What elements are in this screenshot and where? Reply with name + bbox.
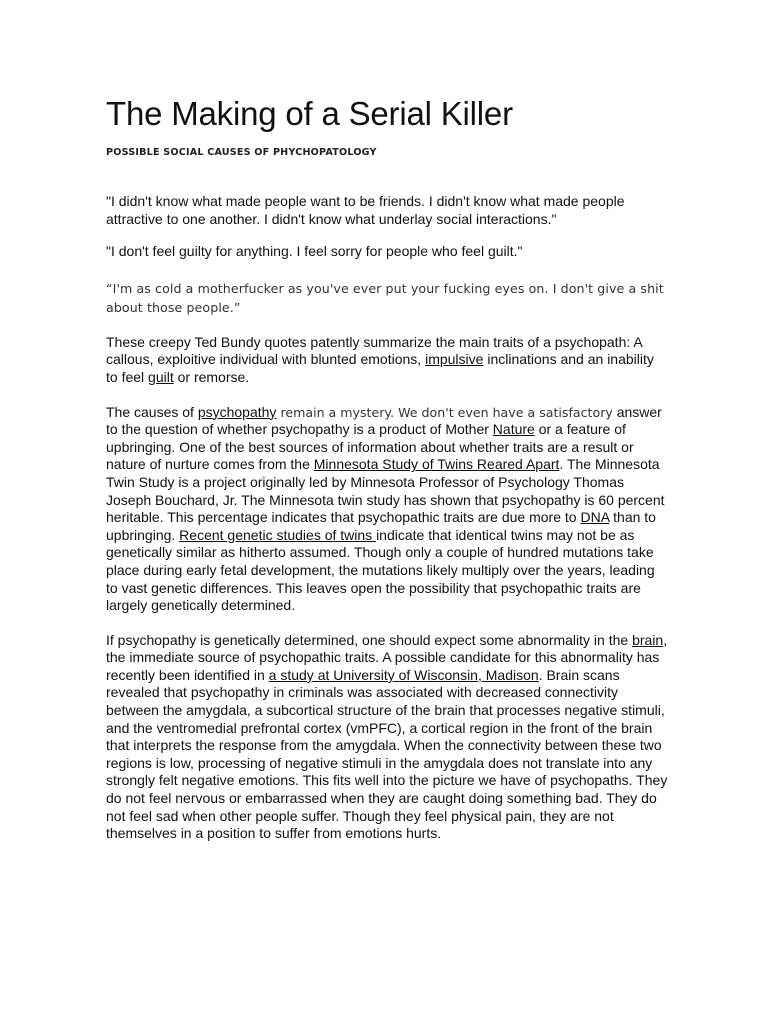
link-minnesota-twin-study[interactable]: Minnesota Study of Twins Reared Apart bbox=[313, 456, 560, 473]
link-genetic-twin-studies[interactable]: Recent genetic studies of twins bbox=[179, 526, 377, 543]
link-wisconsin-study[interactable]: a study at University of Wisconsin, Madison bbox=[268, 666, 539, 683]
link-psychopathy[interactable]: psychopathy bbox=[197, 403, 277, 420]
text-span: than to upbringing. bbox=[106, 509, 656, 543]
link-guilt[interactable]: guilt bbox=[148, 368, 174, 385]
paragraph-causes bbox=[106, 404, 668, 615]
text-span: answer to the question of whether psychopathy is a product of Mother bbox=[106, 403, 662, 438]
text-span: or a feature of upbringing. One of the best sources of information about whether traits are a result or nature of nurture comes from the bbox=[106, 421, 634, 473]
link-impulsive[interactable]: impulsive bbox=[425, 351, 484, 368]
text-span: inclinations and an inability to feel bbox=[106, 351, 654, 385]
text-span: The causes of bbox=[106, 403, 198, 420]
text-span: , the immediate source of psychopathic traits. A possible candidate for this abnormality has recently been identified in bbox=[106, 631, 668, 683]
page-subtitle: POSSIBLE SOCIAL CAUSES OF PHYCHOPATOLOGY bbox=[106, 147, 377, 158]
text-span: . The Minnesota Twin Study is a project originally led by Minnesota Professor of Psychology Thomas Joseph Bouchard, Jr. The Minnesota twin study has shown that psychopathy is 60 percent heritable. This percentage indicates that psychopathic traits are due more to bbox=[106, 456, 665, 526]
paragraph-brain bbox=[106, 632, 668, 843]
quote-friends: "I didn't know what made people want to be friends. I didn't know what made people attractive to one another. I didn't know what underlay social interactions." bbox=[106, 193, 625, 227]
text-span: If psychopathy is genetically determined, one should expect some abnormality in the bbox=[106, 631, 633, 648]
quote-cold: “I'm as cold a motherfucker as you've ever put your fucking eyes on. I don't give a shit about those people.” bbox=[106, 280, 664, 315]
paragraph-bundy-traits bbox=[106, 334, 668, 387]
link-dna[interactable]: DNA bbox=[580, 509, 610, 526]
page-title: The Making of a Serial Killer bbox=[106, 95, 513, 132]
quote-guilt: "I don't feel guilty for anything. I feel sorry for people who feel guilt." bbox=[106, 243, 523, 260]
text-span: or remorse. bbox=[173, 368, 250, 385]
text-span: remain a mystery. We don't even have a satisfactory bbox=[276, 404, 613, 420]
link-nature[interactable]: Nature bbox=[492, 421, 535, 438]
link-brain[interactable]: brain bbox=[632, 631, 664, 648]
text-span: . Brain scans revealed that psychopathy in criminals was associated with decreased connectivity between the amygdala, a subcortical structure of the brain that processes negative stimuli, and the ventromedial prefrontal cortex (vmPFC), a cortical region in the front of the brain that interprets the response from the amygdala. When the connectivity between these two regions is low, processing of negative stimuli in the amygdala does not translate into any strongly felt negative emotions. This fits well into the picture we have of psychopaths. They do not feel nervous or embarrassed when they are caught doing something bad. They do not feel sad when other people suffer. Though they feel physical pain, they are not themselves in a position to suffer from emotions hurts. bbox=[106, 666, 668, 842]
text-span: These creepy Ted Bundy quotes patently summarize the main traits of a psychopath: A callous, exploitive individual with blunted emotions, bbox=[106, 333, 642, 368]
text-span: indicate that identical twins may not be as genetically similar as hitherto assumed. Though only a couple of hundred mutations take place during early fetal development, the mutations likely multiply over the years, leading to vast genetic differences. This leaves open the possibility that psychopathic traits are largely genetically determined. bbox=[106, 526, 655, 614]
